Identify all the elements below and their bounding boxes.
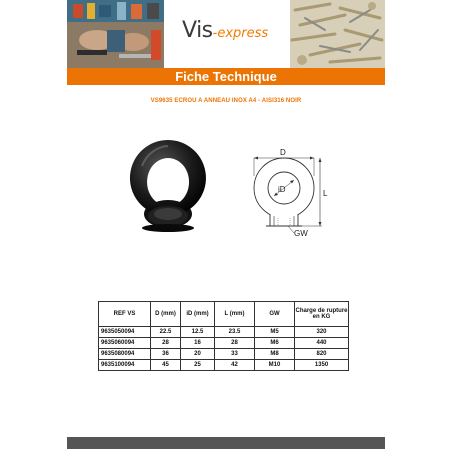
cell-ref: 9635080094	[99, 349, 151, 360]
fiche-technique-bar: Fiche Technique	[67, 68, 385, 85]
cell-gw: M10	[255, 360, 295, 371]
column-header-ref: REF VS	[99, 302, 151, 327]
header-banner	[67, 0, 385, 68]
cell-charge: 320	[295, 327, 349, 338]
cell-d: 22.5	[151, 327, 181, 338]
cell-charge: 440	[295, 338, 349, 349]
cell-gw: M5	[255, 327, 295, 338]
label-l: L	[323, 189, 328, 198]
column-header-id: iD (mm)	[181, 302, 215, 327]
cell-l: 23.5	[215, 327, 255, 338]
cell-charge: 820	[295, 349, 349, 360]
cell-d: 45	[151, 360, 181, 371]
table-row	[99, 349, 349, 360]
cell-id: 20	[181, 349, 215, 360]
table-row	[99, 360, 349, 371]
label-gw: GW	[294, 229, 308, 238]
column-header-charge: Charge de rupture en KG	[295, 302, 349, 327]
column-header-gw: GW	[255, 302, 295, 327]
table-header-row	[99, 302, 349, 327]
label-id: iD	[278, 185, 286, 194]
workshop-photo	[67, 0, 164, 68]
table-row	[99, 338, 349, 349]
cell-ref: 9635100094	[99, 360, 151, 371]
screws-photo	[290, 0, 385, 68]
cell-d: 36	[151, 349, 181, 360]
cell-id: 12.5	[181, 327, 215, 338]
logo-express-text: -express	[212, 26, 269, 41]
product-title: VS9635 ECROU A ANNEAU INOX A4 - AISI316 NOIR	[150, 98, 302, 104]
column-header-d: D (mm)	[151, 302, 181, 327]
vis-express-logo	[182, 18, 292, 48]
cell-ref: 9635060094	[99, 338, 151, 349]
cell-id: 25	[181, 360, 215, 371]
label-d: D	[280, 148, 286, 157]
cell-l: 33	[215, 349, 255, 360]
cell-id: 16	[181, 338, 215, 349]
cell-charge: 1350	[295, 360, 349, 371]
eye-nut-photo	[118, 136, 218, 236]
specification-table	[98, 301, 349, 371]
cell-l: 42	[215, 360, 255, 371]
logo-vis-text: Vis	[182, 18, 213, 43]
column-header-l: L (mm)	[215, 302, 255, 327]
cell-ref: 9635050094	[99, 327, 151, 338]
cell-gw: M8	[255, 349, 295, 360]
footer-bar	[67, 437, 385, 449]
cell-d: 28	[151, 338, 181, 349]
technical-drawing	[236, 140, 336, 240]
cell-gw: M6	[255, 338, 295, 349]
table-row	[99, 327, 349, 338]
cell-l: 28	[215, 338, 255, 349]
